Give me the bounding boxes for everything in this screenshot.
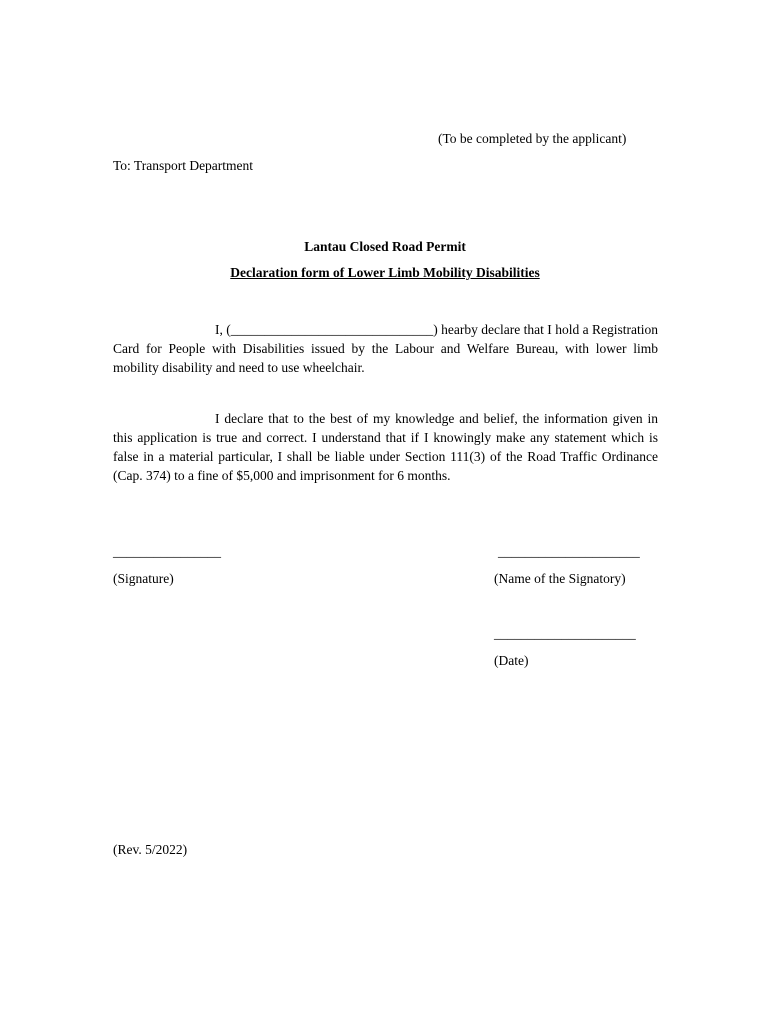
- date-line[interactable]: _____________________: [494, 626, 636, 641]
- signature-label: (Signature): [113, 571, 174, 586]
- applicant-note: (To be completed by the applicant): [438, 131, 627, 146]
- signatory-name-line[interactable]: _____________________: [498, 544, 640, 559]
- revision-note: (Rev. 5/2022): [113, 842, 188, 857]
- recipient-line: To: Transport Department: [113, 158, 254, 173]
- document-title: Lantau Closed Road Permit: [304, 239, 466, 254]
- declaration-truth-paragraph: [113, 409, 658, 485]
- document-subtitle: Declaration form of Lower Limb Mobility Disabilities: [230, 265, 540, 280]
- date-label: (Date): [494, 653, 529, 668]
- declaration-holder-paragraph: [113, 320, 658, 377]
- declaration-holder-text: I, (______________________________) hearby declare that I hold a Registration Card for People with Disabilities issued by the Labour and Welfare Bureau, with lower limb mobility disability and need to use wheelchair.: [113, 322, 658, 375]
- declaration-truth-text: I declare that to the best of my knowledge and belief, the information given in this application is true and correct. I understand that if I knowingly make any statement which is false in a material particular, I shall be liable under Section 111(3) of the Road Traffic Ordinance (Cap. 374) to a fine of $5,000 and imprisonment for 6 months.: [113, 411, 658, 483]
- signatory-name-label: (Name of the Signatory): [494, 571, 626, 586]
- signature-line[interactable]: ________________: [113, 544, 221, 559]
